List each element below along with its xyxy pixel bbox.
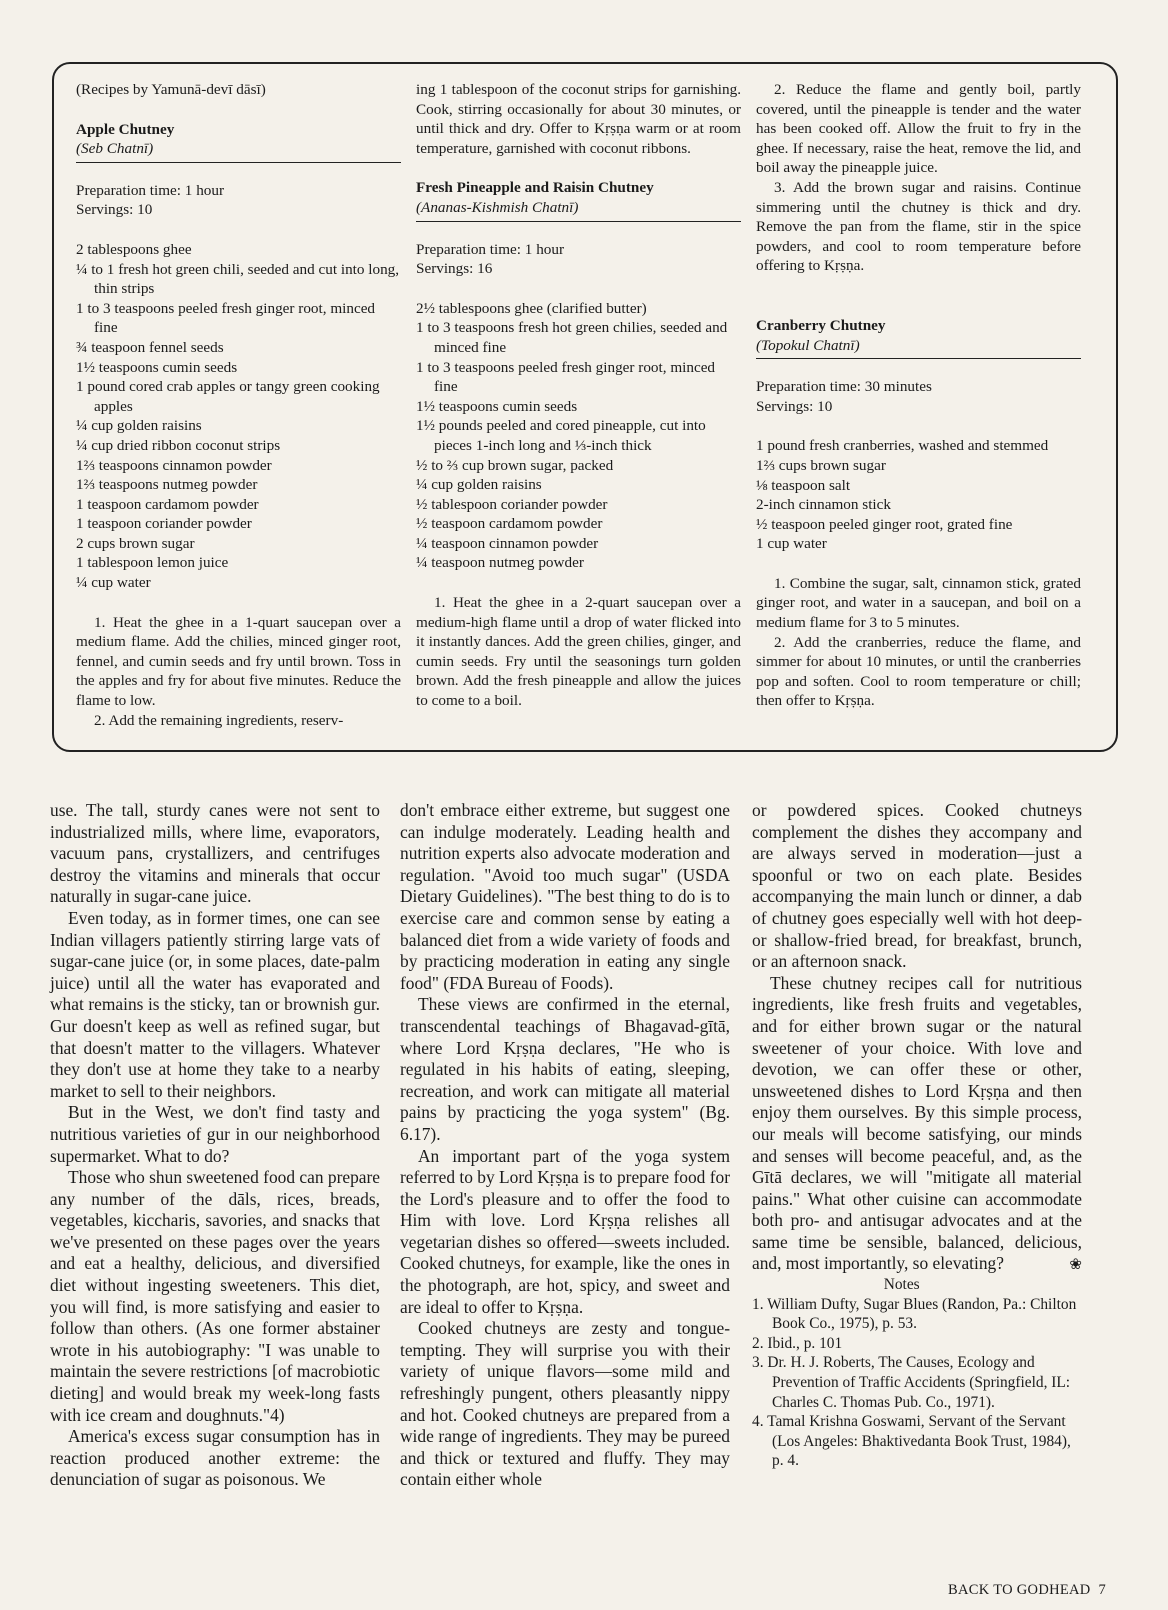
ingredient: 1 pound fresh cranberries, washed and stemmed [756, 437, 1049, 455]
article-paragraph: An important part of the yoga system referred to by Lord Kṛṣṇa is to prepare food for the Lord's pleasure and to offer the food to Him with love. Lord Kṛṣṇa relishes all vegetarian dishes so offered—sweets included. Cooked chutneys, for example, like the ones in the photograph, are hot, spicy, and sweet and are ideal to offer to Kṛṣṇa. [400, 1145, 730, 1317]
apple-step-1: 1. Heat the ghee in a 1-quart saucepan over a medium flame. Add the chilies, minced ginger root, fennel, and cumin seeds and fry until brown. Toss in the apples and fry for about five minutes. Reduce the flame to low. [76, 613, 401, 710]
cranberry-chutney-title: Cranberry Chutney [756, 316, 886, 334]
page-number: 7 [1098, 1582, 1106, 1598]
recipe-column-3 [756, 80, 1081, 711]
apple-chutney-subtitle: (Seb Chatnī) [76, 140, 154, 158]
apple-step-2b: ing 1 tablespoon of the coconut strips for garnishing. Cook, stirring occasionally for about 30 minutes, or until thick and dry. Offer to Kṛṣṇa warm or at room temperature, garnished with coconut ribbons. [416, 81, 741, 157]
article-final-text: These chutney recipes call for nutritious ingredients, like fresh fruits and vegetables, and for either brown sugar or the natural sweetener of your choice. With love and devotion, we can offer these or other, unsweetened dishes to Lord Kṛṣṇa and then enjoy them ourselves. By this simple process, our meals will become satisfying, our minds and senses will become peaceful, and, as the Gītā declares, we will "mitigate all material pains." What other cuisine can accommodate both pro- and antisugar advocates and at the same time be sensible, balanced, delicious, and, most importantly, so elevating? [752, 972, 1082, 1274]
ingredient: ¼ cup water [76, 574, 151, 592]
page-footer [948, 1582, 1106, 1599]
article-paragraph: Those who shun sweetened food can prepare any number of the dāls, rices, breads, vegetables, kiccharis, savories, and snacks that we've presented on these pages over the years and eat a healthy, delicious, and diversified diet without ingesting sweeteners. This diet, you will find, is more satisfying and easier to follow than others. (As one former abstainer wrote in his autobiography: "I was unable to maintain the severe restrictions [of macrobiotic dieting] and would break my week-long fasts with ice cream and doughnuts."4) [50, 1167, 380, 1425]
ingredient: 2 tablespoons ghee [76, 240, 192, 258]
ingredient: ¼ to 1 fresh hot green chili, seeded and cut into long, thin strips [76, 260, 400, 298]
ingredient: 1 teaspoon coriander powder [76, 515, 252, 533]
pineapple-chutney-subtitle: (Ananas-Kishmish Chatnī) [416, 198, 579, 216]
ingredient: 1 cup water [756, 535, 827, 553]
article-paragraph [752, 973, 1082, 1275]
apple-servings: Servings: 10 [76, 201, 153, 219]
ingredient: ⅛ teaspoon salt [756, 476, 851, 494]
ingredient: 1 to 3 teaspoons fresh hot green chilies, seeded and minced fine [416, 319, 728, 356]
article-paragraph: But in the West, we don't find tasty and nutritious varieties of gur in our neighborhood supermarket. What to do? [50, 1102, 380, 1166]
article-paragraph: or powdered spices. Cooked chutneys complement the dishes they accompany and are always served in moderation—just a spoonful or two on each plate. Besides accompanying the main lunch or dinner, a dab of chutney goes especially well with hot deep- or shallow-fried bread, for breakfast, brunch, or an afternoon snack. [752, 800, 1082, 972]
pineapple-step-1: 1. Heat the ghee in a 2-quart saucepan over a medium-high flame until a drop of water flicked into it instantly dances. Add the green chilies, ginger, and cumin seeds. Fry until the seasonings turn golden brown. Add the fresh pineapple and allow the juices to come to a boil. [416, 594, 741, 710]
magazine-name: BACK TO GODHEAD [948, 1582, 1091, 1598]
article-paragraph: Even today, as in former times, one can see Indian villagers patiently stirring large vats of sugar-cane juice (or, in some places, date-palm juice) until all the water has evaporated and what remains is the sticky, tan or brownish gur. Gur doesn't keep as well as refined sugar, but that doesn't matter to the villagers. Whatever they don't use at home they take to a nearby market to sell to their neighbors. [50, 907, 380, 1101]
notes-section [752, 1275, 1082, 1471]
cranberry-servings: Servings: 10 [756, 397, 833, 415]
article-column-3 [752, 800, 1082, 1471]
ingredient: 1 to 3 teaspoons peeled fresh ginger root, minced fine [76, 299, 376, 337]
article-paragraph: America's excess sugar consumption has in reaction produced another extreme: the denunciation of sugar as poisonous. We [50, 1426, 380, 1490]
cranberry-ingredients [756, 436, 1081, 554]
pineapple-chutney-title: Fresh Pineapple and Raisin Chutney [416, 179, 654, 197]
ingredient: 1 teaspoon cardamom powder [76, 495, 259, 513]
lotus-end-mark-icon: ❀ [1069, 1257, 1082, 1274]
ingredient: ¼ cup golden raisins [416, 476, 542, 494]
apple-step-2a: 2. Add the remaining ingredients, reserv- [94, 711, 344, 729]
recipe-box [52, 62, 1118, 752]
ingredient: 1½ teaspoons cumin seeds [416, 397, 578, 415]
ingredient: ¼ teaspoon nutmeg powder [416, 554, 584, 572]
apple-ingredients [76, 240, 401, 593]
cranberry-chutney-subtitle: (Topokul Chatnī) [756, 336, 860, 354]
ingredient: ½ teaspoon peeled ginger root, grated fine [756, 515, 1013, 533]
recipe-credit: (Recipes by Yamunā-devī dāsī) [76, 81, 266, 98]
note-item: 2. Ibid., p. 101 [752, 1334, 843, 1352]
ingredient: 2-inch cinnamon stick [756, 496, 891, 514]
ingredient: 1½ teaspoons cumin seeds [76, 358, 238, 376]
ingredient: 1⅔ cups brown sugar [756, 456, 886, 474]
ingredient: ¼ cup golden raisins [76, 417, 202, 435]
title-rule [416, 221, 741, 222]
recipe-column-1 [76, 80, 401, 730]
note-item: 1. William Dufty, Sugar Blues (Randon, Pa.: Chilton Book Co., 1975), p. 53. [752, 1295, 1077, 1333]
article-paragraph: Cooked chutneys are zesty and tongue-tempting. They will surprise you with their variety of unique flavors—some mild and refreshingly pungent, others pleasantly nippy and hot. Cooked chutneys are prepared from a wide range of ingredients. They may be pureed and thick or textured and fluffy. They may contain either whole [400, 1318, 730, 1490]
ingredient: 1 to 3 teaspoons peeled fresh ginger root, minced fine [416, 358, 716, 396]
ingredient: 2 cups brown sugar [76, 534, 195, 552]
recipe-column-2 [416, 80, 741, 711]
ingredient: 1 tablespoon lemon juice [76, 554, 229, 572]
ingredient: ½ to ⅔ cup brown sugar, packed [416, 456, 614, 474]
pineapple-ingredients [416, 299, 741, 573]
article-column-1 [50, 800, 380, 1491]
title-rule [756, 358, 1081, 359]
ingredient: 1⅔ teaspoons nutmeg powder [76, 476, 258, 494]
cranberry-step-2: 2. Add the cranberries, reduce the flame, and simmer for about 10 minutes, or until the cranberries pop and soften. Cool to room temperature or chill; then offer to Kṛṣṇa. [756, 633, 1081, 710]
apple-prep-time: Preparation time: 1 hour [76, 181, 225, 199]
article-paragraph: These views are confirmed in the eternal, transcendental teachings of Bhagavad-gītā, where Lord Kṛṣṇa declares, "He who is regulated in his habits of eating, sleeping, recreation, and work can mitigate all material pains by practicing the yoga system" (Bg. 6.17). [400, 994, 730, 1144]
ingredient: ½ teaspoon cardamom powder [416, 515, 603, 533]
cranberry-prep-time: Preparation time: 30 minutes [756, 378, 932, 396]
title-rule [76, 162, 401, 163]
ingredient: ¼ teaspoon cinnamon powder [416, 534, 599, 552]
pineapple-step-2: 2. Reduce the flame and gently boil, partly covered, until the pineapple is tender and the water has been cooked off. Allow the fruit to fry in the ghee. If necessary, raise the heat, remove the lid, and boil away the pineapple juice. [756, 81, 1081, 177]
pineapple-step-3: 3. Add the brown sugar and raisins. Continue simmering until the chutney is thick and dry. Remove the pan from the flame, stir in the spice powders, and cool to room temperature before offering to Kṛṣṇa. [756, 178, 1081, 275]
ingredient: ½ tablespoon coriander powder [416, 495, 608, 513]
notes-heading: Notes [883, 1276, 920, 1294]
ingredient: ¾ teaspoon fennel seeds [76, 338, 224, 356]
pineapple-servings: Servings: 16 [416, 260, 493, 278]
article-paragraph: don't embrace either extreme, but suggest one can indulge moderately. Leading health and nutrition experts also advocate moderation and regulation. "Avoid too much sugar" (USDA Dietary Guidelines). "The best thing to do is to exercise care and common sense by eating a balanced diet from a wide variety of foods and by practicing moderation in eating any single food" (FDA Bureau of Foods). [400, 800, 730, 993]
cranberry-step-1: 1. Combine the sugar, salt, cinnamon stick, grated ginger root, and water in a saucepan, and boil on a medium flame for 3 to 5 minutes. [756, 574, 1081, 632]
note-item: 4. Tamal Krishna Goswami, Servant of the Servant (Los Angeles: Bhaktivedanta Book Trust, 1984), p. 4. [752, 1413, 1071, 1470]
ingredient: ¼ cup dried ribbon coconut strips [76, 436, 281, 454]
article-paragraph: use. The tall, sturdy canes were not sent to industrialized mills, where lime, evaporators, vacuum pans, crystallizers, and centrifuges destroy the vitamins and minerals that occur naturally in sugar-cane juice. [50, 800, 380, 907]
ingredient: 2½ tablespoons ghee (clarified butter) [416, 299, 647, 317]
ingredient: 1½ pounds peeled and cored pineapple, cut into pieces 1-inch long and ⅓-inch thick [416, 417, 706, 454]
pineapple-prep-time: Preparation time: 1 hour [416, 240, 565, 258]
note-item: 3. Dr. H. J. Roberts, The Causes, Ecology and Prevention of Traffic Accidents (Springfield, IL: Charles C. Thomas Pub. Co., 1971). [752, 1354, 1071, 1411]
apple-chutney-title: Apple Chutney [76, 120, 175, 138]
ingredient: 1⅔ teaspoons cinnamon powder [76, 456, 272, 474]
ingredient: 1 pound cored crab apples or tangy green cooking apples [76, 378, 380, 415]
article-column-2 [400, 800, 730, 1491]
